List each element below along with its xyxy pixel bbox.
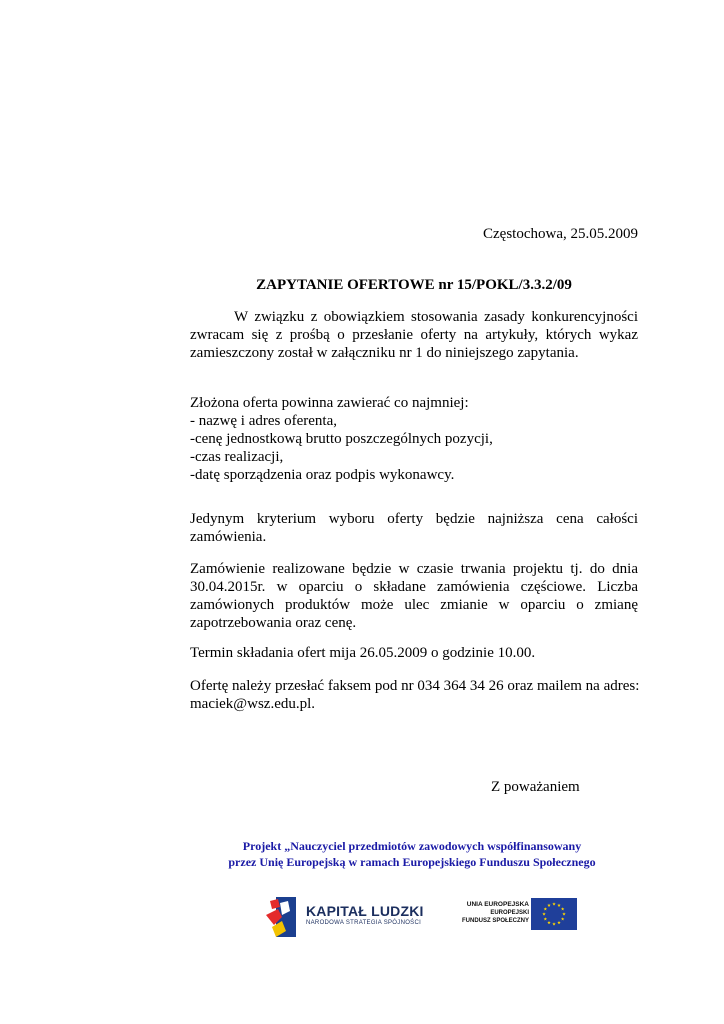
- realization-paragraph: Zamówienie realizowane będzie w czasie trwania projektu tj. do dnia 30.04.2015r. w oparciu o składane zamówienia częściowe. Liczba zamówionych produktów może ulec zmianie w oparciu o zmianę zapotrzebowania oraz cenę.: [190, 561, 638, 631]
- project-line: Projekt „Nauczyciel przedmiotów zawodowych współfinansowany: [242, 839, 582, 853]
- project-line: przez Unię Europejską w ramach Europejskiego Funduszu Społecznego: [228, 855, 596, 869]
- place-and-date: Częstochowa, 25.05.2009: [483, 226, 638, 242]
- requirement-item: -czas realizacji,: [190, 449, 284, 465]
- project-footer: [150, 838, 674, 870]
- eu-flag-icon: [531, 898, 577, 930]
- document-title: ZAPYTANIE OFERTOWE nr 15/POKL/3.3.2/09: [256, 277, 572, 293]
- kapital-ludzki-emblem-icon: [262, 893, 302, 941]
- closing-salutation: Z poważaniem: [491, 779, 580, 795]
- contact-email: maciek@wsz.edu.pl.: [190, 696, 316, 712]
- kapital-ludzki-title: KAPITAŁ LUDZKI: [306, 903, 424, 919]
- contact-paragraph: [190, 677, 638, 713]
- requirements-list: [190, 394, 638, 484]
- deadline-paragraph: Termin składania ofert mija 26.05.2009 o godzinie 10.00.: [190, 645, 536, 661]
- criterion-paragraph: Jedynym kryterium wyboru oferty będzie najniższa cena całości zamówienia.: [190, 511, 638, 545]
- eu-logo: [462, 898, 582, 934]
- requirement-item: -cenę jednostkową brutto poszczególnych pozycji,: [190, 431, 493, 447]
- eu-logo-line: UNIA EUROPEJSKA: [466, 901, 529, 908]
- requirements-heading: Złożona oferta powinna zawierać co najmniej:: [190, 395, 469, 411]
- eu-logo-line: FUNDUSZ SPOŁECZNY: [461, 918, 529, 924]
- requirement-item: -datę sporządzenia oraz podpis wykonawcy.: [190, 467, 455, 483]
- kapital-ludzki-subtitle: NARODOWA STRATEGIA SPÓJNOŚCI: [306, 920, 422, 926]
- requirement-item: - nazwę i adres oferenta,: [190, 413, 337, 429]
- intro-paragraph: W związku z obowiązkiem stosowania zasady konkurencyjności zwracam się z prośbą o przesłanie oferty na artykuły, których wykaz zamieszczony został w załączniku nr 1 do niniejszego zapytania.: [190, 309, 638, 361]
- eu-logo-text: [462, 901, 529, 925]
- kapital-ludzki-logo: [262, 893, 432, 941]
- contact-line: Ofertę należy przesłać faksem pod nr 034 364 34 26 oraz mailem na adres:: [190, 678, 640, 694]
- eu-logo-line: EUROPEJSKI: [490, 910, 529, 916]
